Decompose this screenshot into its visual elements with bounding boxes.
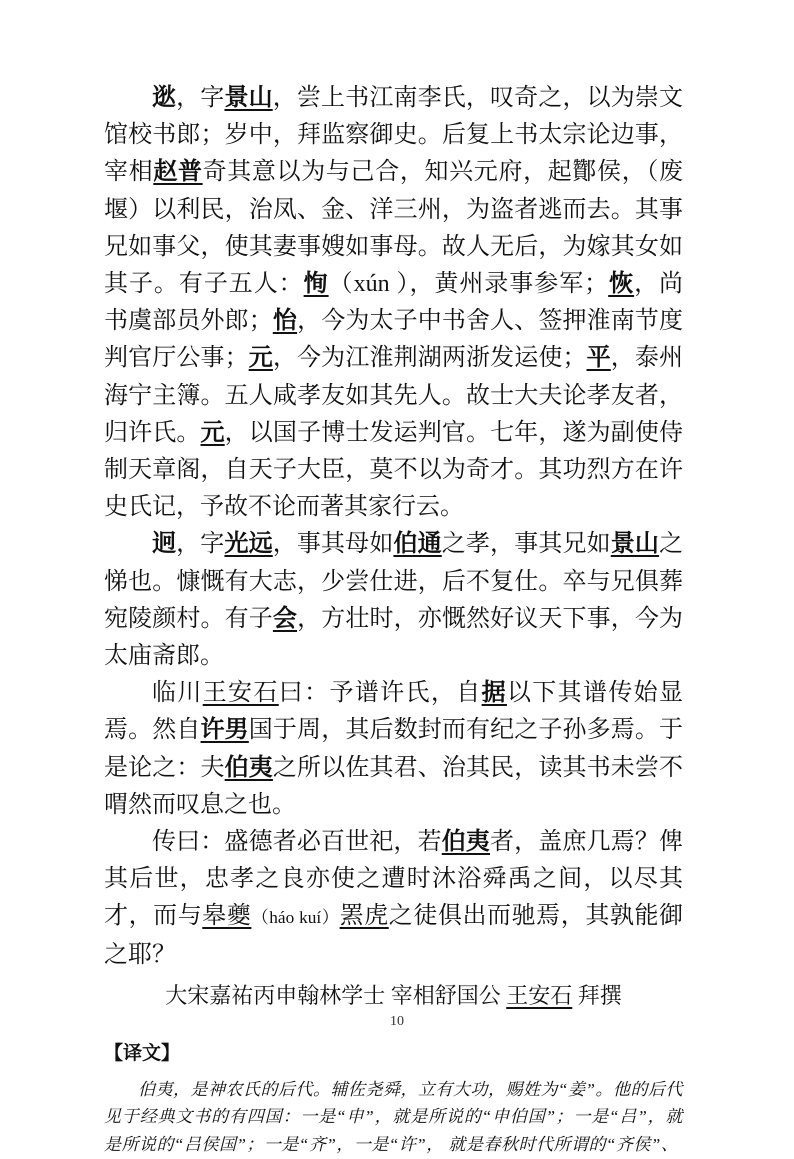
page-number: 10: [390, 1014, 404, 1029]
paragraph-zhuan-yue: 传曰：盛德者必百世祀，若伯夷者，盖庶几焉？俾其后世，忠孝之良亦使之遭时沐浴舜禹之间，以尽其才，而与皋夔（háo kuí）罴虎之徒俱出而驰焉，其孰能御之耶？: [104, 829, 684, 968]
paragraph-wang-anshi-comment: 临川王安石曰：予谱许氏，自据以下其谱传始显焉。然自许男国于周，其后数封而有纪之子孙多焉。于是论之：夫伯夷之所以佐其君、治其民，读其书未尝不喟然而叹息之也。: [104, 680, 684, 818]
translation-heading: 【译文】: [104, 1042, 181, 1064]
paragraph-xu-jiong: 迥，字光远，事其母如伯通之孝，事其兄如景山之悌也。慷慨有大志，少尝仕进，后不复仕。卒与兄俱葬宛陵颜村。有子会，方壮时，亦慨然好议天下事，今为太庙斋郎。: [104, 531, 684, 670]
main-text: [104, 80, 683, 1159]
signature-line: 大宋嘉祐丙申翰林学士 宰相舒国公 王安石 拜撰: [165, 982, 622, 1008]
paragraph-xu-ti: 逖，字景山，尝上书江南李氏，叹奇之，以为崇文馆校书郎；岁中，拜监察御史。后复上书太宗论边事，宰相赵普奇其意以为与己合，知兴元府，起酇侯，（废堰）以利民，治凤、金、洋三州，为盗者逃而去。其事兄如事父，使其妻事嫂如事母。故人无后，为嫁其女如其子。有子五人：恂（xún ），黄州录事参军；恢，尚书虞部员外郎；怡，今为太子中书舍人、签押淮南节度判官厅公事；元，今为江淮荆湖两浙发运使；平，泰州海宁主簿。五人咸孝友如其先人。故士大夫论孝友者，归许氏。元，以国子博士发运判官。七年，遂为副使侍制天章阁，自天子大臣，莫不以为奇才。其功烈方在许史氏记，予故不论而著其家行云。: [104, 85, 684, 521]
translation-paragraph: 伯夷，是神农氏的后代。辅佐尧舜，立有大功，赐姓为“姜”。他的后代见于经典文书的有四国：一是“申”，就是所说的“申伯国”；一是“吕”，就是所说的“吕侯国”；一是“齐”，一是“许”， 就是春秋时代所谓的“齐侯”、: [104, 1079, 683, 1155]
